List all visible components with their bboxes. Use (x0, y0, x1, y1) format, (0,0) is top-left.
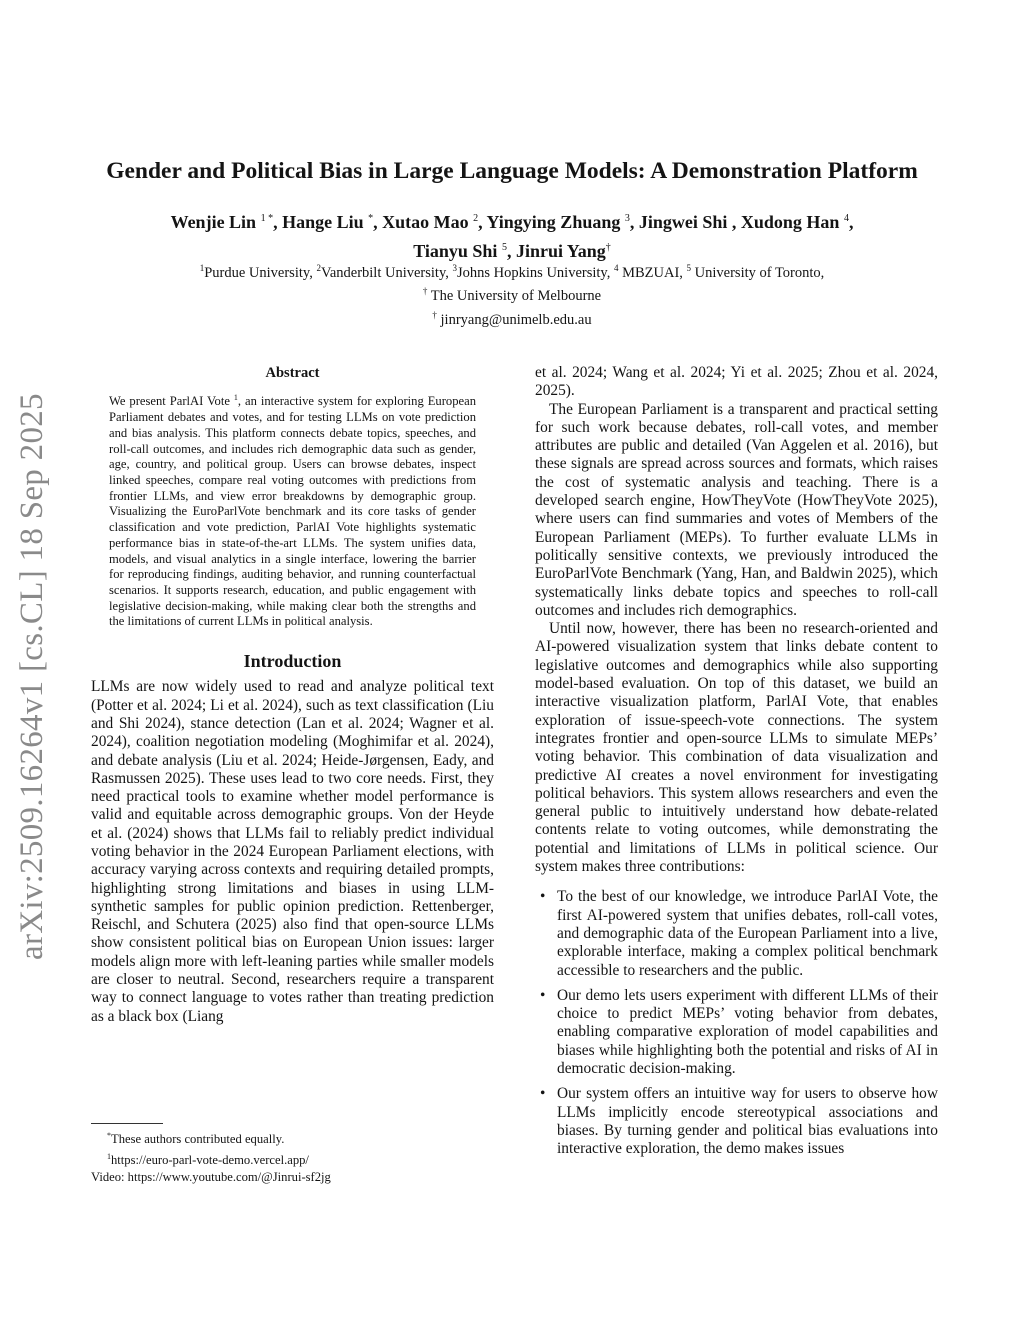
affiliations (100, 259, 924, 329)
author-list (100, 206, 924, 264)
author-sup: * (368, 213, 374, 224)
footnote-2[interactable] (91, 1148, 494, 1169)
author-sup: † (605, 242, 611, 253)
affil-sup: 4 (613, 263, 619, 273)
author-name: Xudong Han (740, 212, 840, 232)
intro-paragraph-2: The European Parliament is a transparent and practical setting for such work because debates, roll-call votes, and member attributes are public and detailed (Van Aggelen et al. 2016), but these signals are spread across sources and formats, which raises the cost of systematic analysis and teaching. There is a developed search engine, HowTheyVote (HowTheyVote 2025), where users can find summaries and votes of Members of the European Parliament (MEPs). To further evaluate LLMs in politically sensitive contexts, we previously introduced the EuroParlVote Benchmark (Yang, Han, and Baldwin 2025), which systematically links debate topics and speeches to roll-call outcomes and includes rich demographics. (535, 400, 938, 619)
affil-sup: 5 (686, 263, 692, 273)
affiliation: Vanderbilt University, (320, 264, 453, 281)
section-heading-introduction: Introduction (243, 651, 342, 672)
footnote-sup: * (107, 1131, 111, 1140)
affil-sup: 3 (452, 263, 458, 273)
author-sup: 5 (501, 242, 507, 253)
contributions-list (535, 888, 938, 1158)
author-name: Jinrui Yang (515, 241, 606, 261)
footnotes (91, 1127, 494, 1186)
video-url-link[interactable]: Video: https://www.youtube.com/@Jinrui-sf2jg (91, 1170, 331, 1185)
bullet-icon: • (540, 986, 546, 1004)
author-name: Tianyu Shi (413, 241, 498, 261)
affiliation-line-2 (100, 282, 924, 305)
right-column (535, 364, 938, 1165)
list-item (535, 1085, 938, 1158)
arxiv-identifier: arXiv:2509.16264v1 [cs.CL] 18 Sep 2025 (14, 393, 50, 960)
affiliation: The University of Melbourne (427, 288, 602, 305)
author-sup: 2 (473, 213, 479, 224)
abstract-heading: Abstract (265, 365, 320, 381)
intro-paragraph-1-continued: et al. 2024; Wang et al. 2024; Yi et al. 2025; Zhou et al. 2024, 2025). (535, 364, 938, 400)
list-item (535, 987, 938, 1078)
footnote-divider (91, 1123, 163, 1124)
bullet-icon: • (540, 1085, 546, 1103)
bullet-icon: • (540, 888, 546, 906)
author-name: Wenjie Lin (170, 212, 257, 232)
footnote-video[interactable] (91, 1169, 494, 1186)
affiliation-line-1 (100, 259, 924, 282)
author-line-2: Tianyu Shi $^5$, Jinrui Yang† (413, 241, 611, 261)
author-sup: 1 * (260, 213, 274, 224)
intro-paragraph-3: Until now, however, there has been no research-oriented and AI-powered visualization system that links debate content to legislative outcomes and demographics while also supporting model-based evaluation. On top of this dataset, we build an interactive visualization platform, ParlAI Vote, that enables exploration of issue-speech-vote connections. The system integrates frontier and open-source LLMs to simulate MEPs’ voting behavior. This combination of data visualization and predictive AI creates a novel environment for investigating political behaviors. This system allows researchers and even the general public to intuitively understand how debate-related contents relate to voting outcomes, while demonstrating the potential and limitations of LLMs in political science. Our system makes three contributions: (535, 620, 938, 876)
left-column (91, 364, 494, 1026)
affil-sup: † (422, 286, 428, 297)
affiliation: Johns Hopkins University, (457, 264, 614, 281)
abstract-text: , an interactive system for exploring European Parliament debates and votes, and for testing LLMs on vote prediction and bias analysis. This platform connects debate topics, speeches, and roll-call outcomes, and includes rich demographic data such as gender, age, country, and political group. Users can browse debates, inspect linked speeches, compare real voting outcomes with predictions from frontier LLMs, and view error breakdowns by demographic group. Visualizing the EuroParlVote benchmark and its core tasks of gender classification and vote prediction, ParlAI Vote highlights systematic performance bias in state-of-the-art LLMs. The system unifies data, models, and visual analytics in a single interface, lowering the barrier for reproducing findings, auditing behavior, and running counterfactual scenarios. It supports research, education, and public engagement with legislative decision-making, while making clear both the strengths and the limitations of current LLMs in political analysis. (109, 394, 476, 629)
author-name: Hange Liu (282, 212, 364, 232)
footnote-sup: 1 (107, 1152, 111, 1162)
list-item-text: Our system offers an intuitive way for users to observe how LLMs implicitly encode stereotypical associations and biases. By turning gender and political bias evaluations into interactive exploration, the demo makes issues (557, 1085, 938, 1158)
author-sup: 4 (843, 213, 849, 224)
affil-sup: 1 (199, 263, 205, 273)
contact-email (100, 306, 924, 329)
affiliation: Purdue University, (204, 264, 317, 281)
author-line-1: Wenjie Lin $^{1 *}$, Hange Liu *, Xutao Mao $^2$, Yingying Zhuang $^3$, Jingwei Shi , Xudong Han $^4$, (170, 212, 854, 232)
affil-sup: † (432, 309, 437, 320)
paper-title: Gender and Political Bias in Large Language Models: A Demonstration Platform (106, 158, 918, 184)
footnote-text: These authors contributed equally. (111, 1132, 285, 1147)
email-text: jinryang@unimelb.edu.au (436, 311, 592, 328)
affiliation: MBZUAI, (618, 264, 687, 281)
author-name: Xutao Mao (382, 212, 469, 232)
list-item-text: To the best of our knowledge, we introduce ParlAI Vote, the first AI-powered system that unifies debates, roll-call votes, and demographic data of the European Parliament into a live, explorable interface, making a complex political benchmark accessible to researchers and the public. (557, 888, 938, 979)
list-item (535, 888, 938, 979)
author-sup: 3 (624, 213, 630, 224)
author-name: Jingwei Shi (638, 212, 728, 232)
abstract-body (91, 390, 494, 630)
affiliation: University of Toronto, (691, 264, 825, 281)
affil-sup: 2 (316, 263, 321, 273)
demo-url-link[interactable]: https://euro-parl-vote-demo.vercel.app/ (111, 1153, 309, 1168)
footnote-ref: 1 (233, 393, 238, 403)
author-name: Yingying Zhuang (486, 212, 621, 232)
footnote-1 (91, 1127, 494, 1148)
intro-paragraph-1: LLMs are now widely used to read and analyze political text (Potter et al. 2024; Li et al. 2024), such as text classification (Liu and Shi 2024), stance detection (Lan et al. 2024; Wagner et al. 2024), coalition negotiation modeling (Moghimifar et al. 2024), and debate analysis (Liu et al. 2024; Heide-Jørgensen, Eady, and Rasmussen 2025). These uses lead to two core needs. First, they need practical tools to examine whether model performance is valid and equitable across demographic groups. Von der Heyde et al. (2024) shows that LLMs fail to reliably predict individual voting behavior in the 2024 European Parliament elections, with accuracy varying across contexts and requiring detailed prompts, highlighting strong limitations and biases in using LLM-synthetic samples for public opinion prediction. Rettenberger, Reischl, and Schutera (2025) also find that open-source LLMs show consistent political bias on European Union issues: larger models align more with left-leaning parties while smaller models are closer to neutral. Second, researchers require a transparent way to connect language to votes rather than treating prediction as a black box (Liang (91, 678, 494, 1025)
list-item-text: Our demo lets users experiment with different LLMs of their choice to predict MEPs’ voting behavior from debates, enabling comparative exploration of model capabilities and biases while highlighting both the potential and risks of AI in democratic decision-making. (557, 986, 938, 1077)
abstract-text: We present ParlAI Vote (109, 394, 234, 409)
